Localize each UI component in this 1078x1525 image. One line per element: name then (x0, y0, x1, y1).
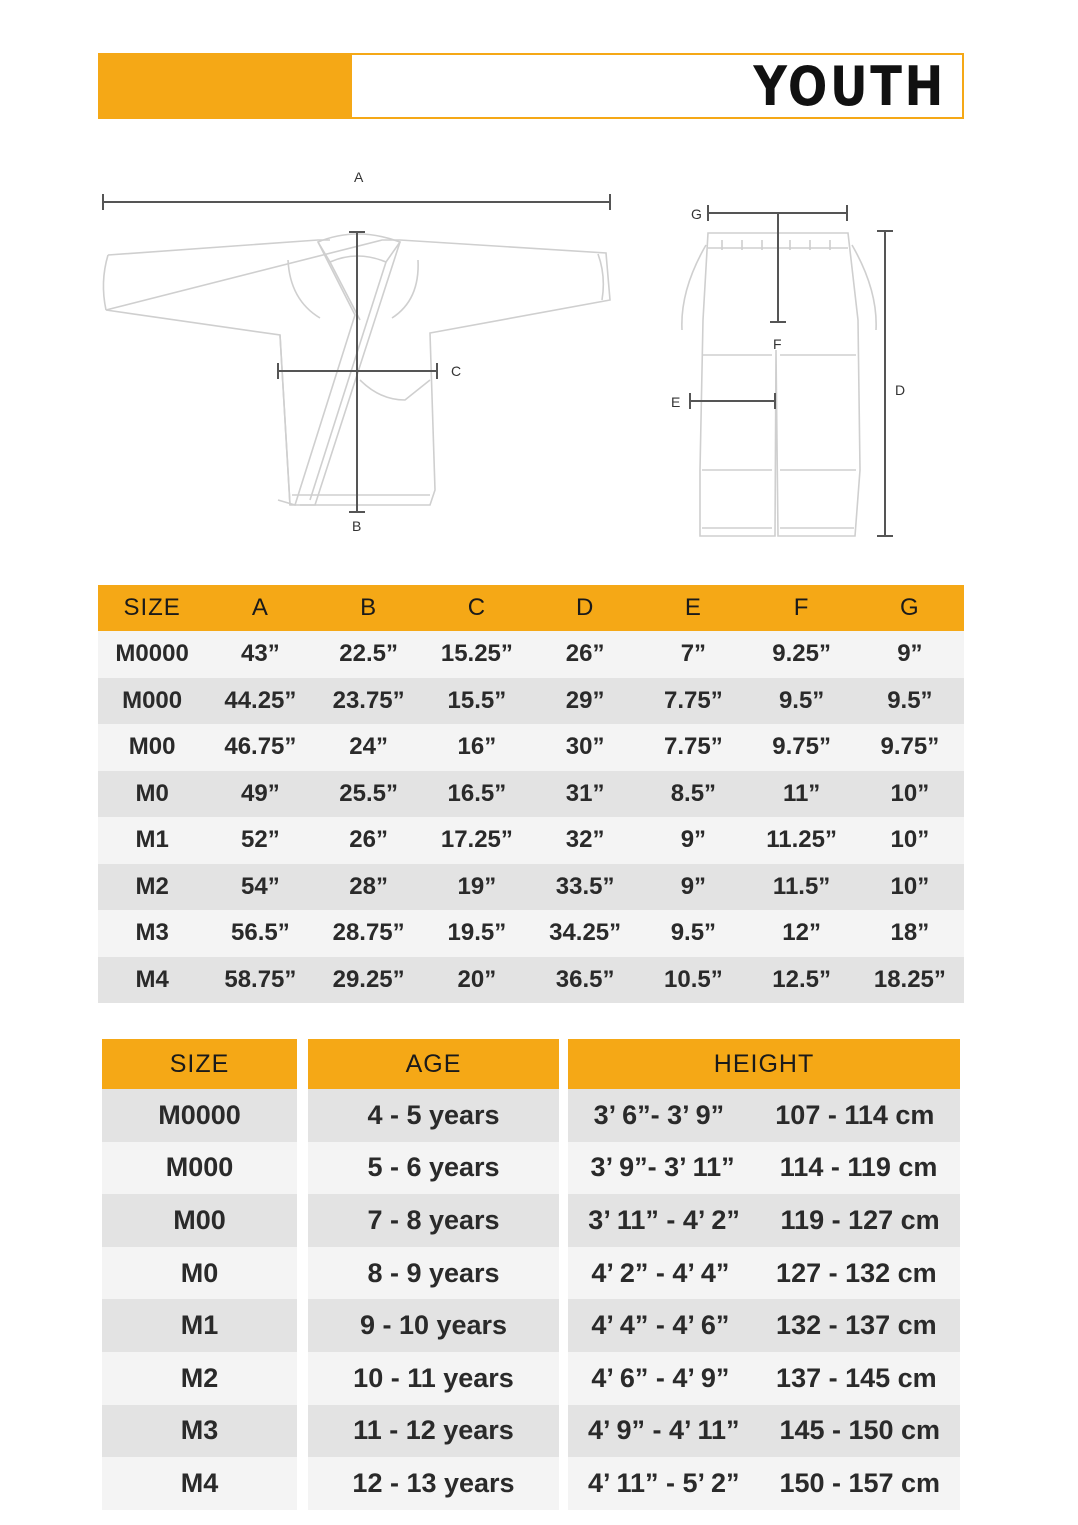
measurement-cell: 19” (423, 864, 531, 911)
label-e: E (671, 394, 681, 410)
measurement-cell: 34.25” (531, 910, 639, 957)
measurement-cell: 9.25” (748, 631, 856, 678)
measurement-cell: 16.5” (423, 771, 531, 818)
table-row (98, 631, 964, 678)
table-row (98, 678, 964, 725)
height-imperial: 4’ 11” - 5’ 2” (587, 1467, 740, 1498)
table-row (102, 1142, 960, 1195)
measurement-cell: 7.75” (639, 724, 747, 771)
col-f-header: F (748, 585, 856, 631)
measurement-cell: 44.25” (206, 678, 314, 725)
measurement-cell: 12” (748, 910, 856, 957)
measurement-header-row (98, 585, 964, 631)
size-cell: M2 (102, 1352, 297, 1405)
col-d-header: D (531, 585, 639, 631)
measurement-cell: 28” (315, 864, 423, 911)
measurement-table (98, 585, 964, 1003)
measurement-cell: 31” (531, 771, 639, 818)
size-cell: M0000 (102, 1089, 297, 1142)
measurement-cell: 15.25” (423, 631, 531, 678)
measurement-cell: 11” (748, 771, 856, 818)
table-row (102, 1299, 960, 1352)
measurement-cell: 46.75” (206, 724, 314, 771)
measurement-cell: 10” (856, 864, 964, 911)
table-row (102, 1352, 960, 1405)
measurement-cell: 15.5” (423, 678, 531, 725)
measurement-cell: 9” (639, 864, 747, 911)
measurement-cell: 43” (206, 631, 314, 678)
label-g: G (691, 206, 702, 222)
height-imperial: 3’ 9”- 3’ 11” (590, 1152, 735, 1183)
measurement-cell: 9.5” (639, 910, 747, 957)
measurement-cell: 29.25” (315, 957, 423, 1004)
age-cell: 4 - 5 years (308, 1089, 559, 1142)
height-metric: 107 - 114 cm (775, 1099, 935, 1130)
measurement-cell: 17.25” (423, 817, 531, 864)
measurement-cell: 52” (206, 817, 314, 864)
height-metric: 119 - 127 cm (780, 1204, 940, 1235)
measurement-cell: 49” (206, 771, 314, 818)
height-cell (568, 1247, 960, 1300)
measurement-cell: 16” (423, 724, 531, 771)
label-d: D (895, 382, 906, 398)
height-metric: 132 - 137 cm (776, 1310, 937, 1341)
measurement-cell: 7” (639, 631, 747, 678)
measurement-cell: 10” (856, 817, 964, 864)
col-age-header: AGE (308, 1039, 559, 1089)
height-imperial: 4’ 9” - 4’ 11” (587, 1415, 740, 1446)
table-row (102, 1405, 960, 1458)
measurement-cell: 9.75” (748, 724, 856, 771)
table-row (98, 724, 964, 771)
col-g-header: G (856, 585, 964, 631)
measurement-cell: 33.5” (531, 864, 639, 911)
page-title: YOUTH (753, 55, 946, 118)
size-cell: M0000 (98, 631, 206, 678)
age-cell: 12 - 13 years (308, 1457, 559, 1510)
col-c-header: C (423, 585, 531, 631)
measurement-cell: 18” (856, 910, 964, 957)
measurement-cell: 26” (531, 631, 639, 678)
height-cell (568, 1089, 960, 1142)
age-height-header-row (102, 1039, 960, 1089)
size-cell: M00 (102, 1194, 297, 1247)
height-imperial: 4’ 2” - 4’ 4” (591, 1257, 730, 1288)
height-metric: 145 - 150 cm (779, 1415, 941, 1446)
age-cell: 7 - 8 years (308, 1194, 559, 1247)
measurement-cell: 12.5” (748, 957, 856, 1004)
measurement-cell: 56.5” (206, 910, 314, 957)
size-cell: M3 (98, 910, 206, 957)
col-a-header: A (206, 585, 314, 631)
measurement-cell: 22.5” (315, 631, 423, 678)
measurement-cell: 20” (423, 957, 531, 1004)
height-imperial: 4’ 6” - 4’ 9” (591, 1362, 730, 1393)
measurement-cell: 7.75” (639, 678, 747, 725)
size-cell: M4 (102, 1457, 297, 1510)
col-size-header: SIZE (98, 585, 206, 631)
measurement-cell: 9” (639, 817, 747, 864)
age-cell: 8 - 9 years (308, 1247, 559, 1300)
col-size-header: SIZE (102, 1039, 297, 1089)
table-row (98, 864, 964, 911)
size-cell: M1 (102, 1299, 297, 1352)
height-metric: 114 - 119 cm (779, 1152, 938, 1183)
table-row (98, 910, 964, 957)
height-cell (568, 1352, 960, 1405)
table-row (98, 957, 964, 1004)
table-row (102, 1089, 960, 1142)
measurement-cell: 54” (206, 864, 314, 911)
height-cell (568, 1194, 960, 1247)
measurement-cell: 28.75” (315, 910, 423, 957)
measurement-cell: 9.5” (856, 678, 964, 725)
label-f: F (773, 336, 782, 352)
size-cell: M3 (102, 1405, 297, 1458)
size-cell: M000 (102, 1142, 297, 1195)
measurement-cell: 25.5” (315, 771, 423, 818)
size-cell: M1 (98, 817, 206, 864)
measurement-cell: 24” (315, 724, 423, 771)
col-e-header: E (639, 585, 747, 631)
table-row (102, 1247, 960, 1300)
col-height-header: HEIGHT (568, 1039, 960, 1089)
size-cell: M2 (98, 864, 206, 911)
measurement-cell: 11.25” (748, 817, 856, 864)
age-cell: 5 - 6 years (308, 1142, 559, 1195)
table-row (98, 817, 964, 864)
height-imperial: 3’ 6”- 3’ 9” (593, 1099, 725, 1130)
measurement-cell: 9.75” (856, 724, 964, 771)
age-cell: 10 - 11 years (308, 1352, 559, 1405)
height-cell (568, 1457, 960, 1510)
height-cell (568, 1142, 960, 1195)
size-cell: M000 (98, 678, 206, 725)
table-row (102, 1194, 960, 1247)
height-imperial: 3’ 11” - 4’ 2” (588, 1204, 740, 1235)
measurement-cell: 9” (856, 631, 964, 678)
measurement-cell: 29” (531, 678, 639, 725)
height-metric: 150 - 157 cm (779, 1467, 941, 1498)
measurement-cell: 11.5” (748, 864, 856, 911)
height-imperial: 4’ 4” - 4’ 6” (591, 1310, 730, 1341)
col-b-header: B (315, 585, 423, 631)
measurement-cell: 32” (531, 817, 639, 864)
measurement-cell: 36.5” (531, 957, 639, 1004)
measurement-cell: 8.5” (639, 771, 747, 818)
size-cell: M00 (98, 724, 206, 771)
label-c: C (451, 363, 462, 379)
size-cell: M0 (98, 771, 206, 818)
height-cell (568, 1299, 960, 1352)
measurement-cell: 26” (315, 817, 423, 864)
measurement-cell: 10.5” (639, 957, 747, 1004)
gi-size-diagram (0, 0, 1078, 560)
measurement-cell: 30” (531, 724, 639, 771)
measurement-cell: 19.5” (423, 910, 531, 957)
height-metric: 137 - 145 cm (776, 1362, 937, 1393)
table-row (102, 1457, 960, 1510)
size-cell: M0 (102, 1247, 297, 1300)
height-cell (568, 1405, 960, 1458)
measurement-cell: 23.75” (315, 678, 423, 725)
age-cell: 11 - 12 years (308, 1405, 559, 1458)
measurement-cell: 58.75” (206, 957, 314, 1004)
measurement-cell: 9.5” (748, 678, 856, 725)
label-b: B (352, 518, 362, 534)
measurement-cell: 18.25” (856, 957, 964, 1004)
label-a: A (354, 169, 364, 185)
age-height-table (102, 1039, 960, 1510)
table-row (98, 771, 964, 818)
size-cell: M4 (98, 957, 206, 1004)
height-metric: 127 - 132 cm (776, 1257, 937, 1288)
measurement-cell: 10” (856, 771, 964, 818)
age-cell: 9 - 10 years (308, 1299, 559, 1352)
